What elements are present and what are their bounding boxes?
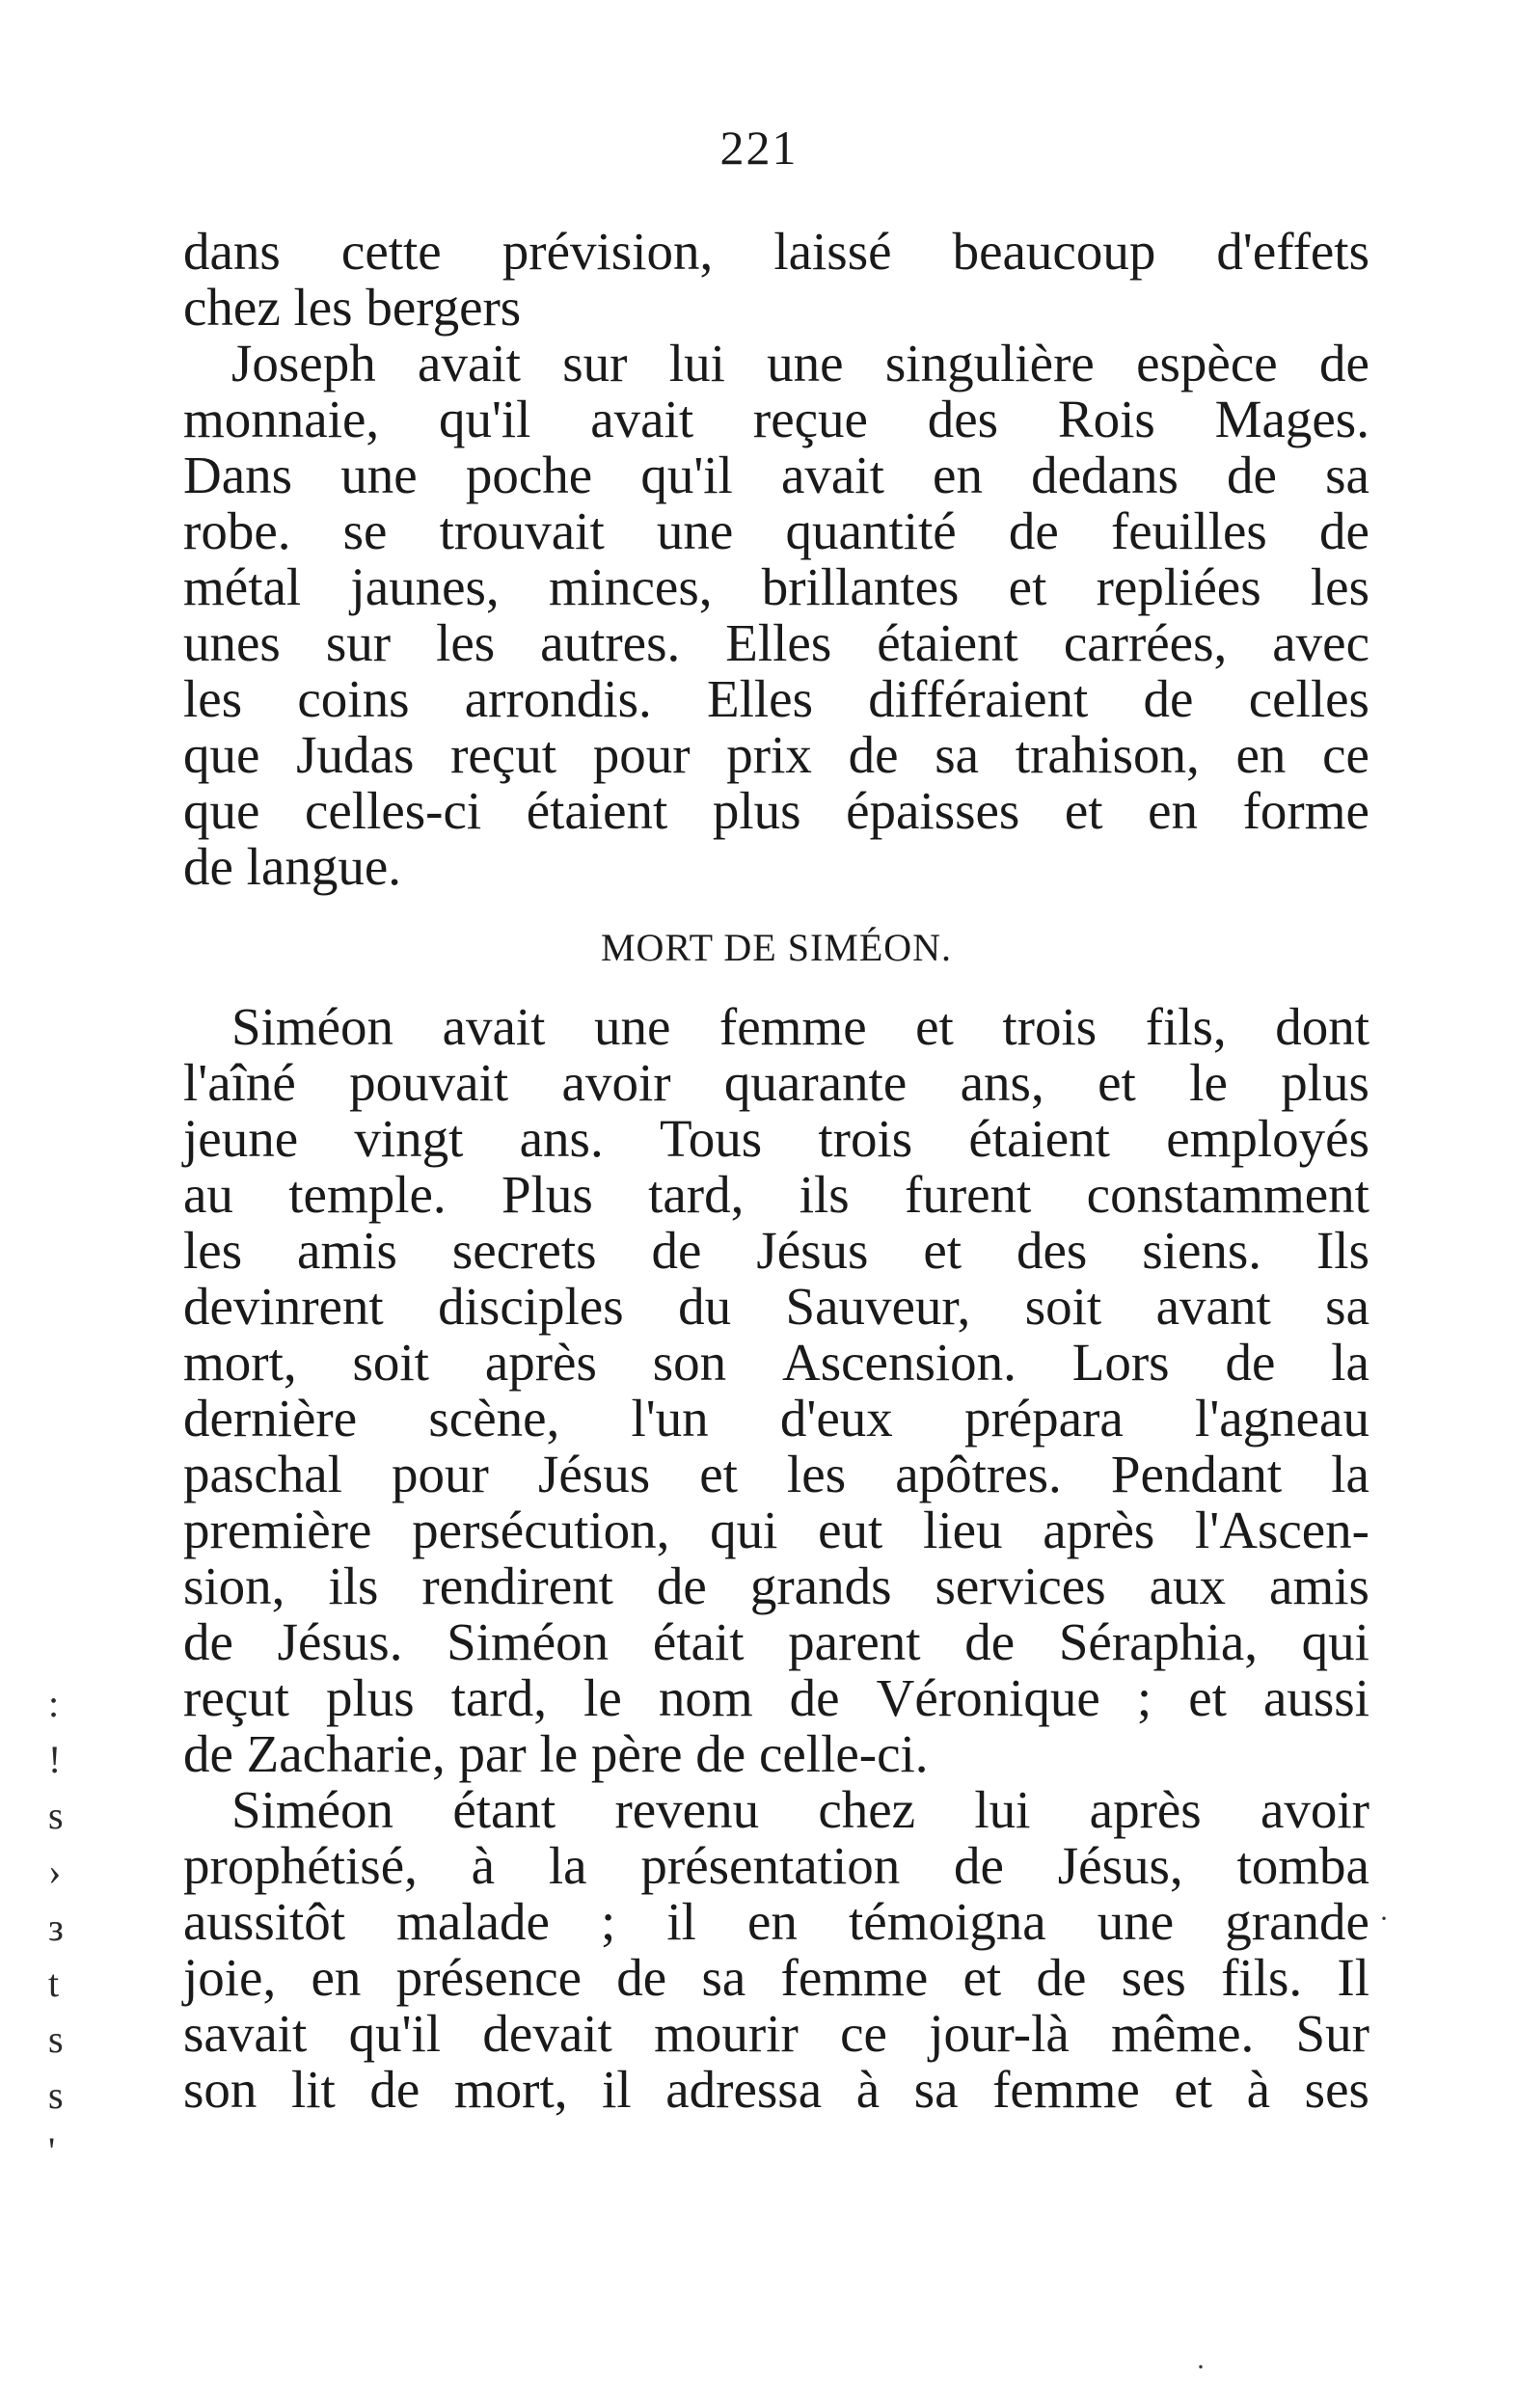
text-line: l'aîné pouvait avoir quarante ans, et le plus (183, 1053, 1369, 1112)
text-line: Dans une poche qu'il avait en dedans de sa (183, 446, 1369, 504)
text-line: les coins arrondis. Elles différaient de celles (183, 669, 1369, 728)
page-number: 221 (719, 121, 799, 175)
bleed-through-gutter (48, 1676, 77, 2179)
text-line: de Zacharie, par le père de celle-ci. (183, 1724, 929, 1783)
section-heading: MORT DE SIMÉON. (600, 926, 953, 969)
text-line: paschal pour Jésus et les apôtres. Pendant la (183, 1445, 1369, 1503)
text-line: Siméon étant revenu chez lui après avoir (231, 1780, 1369, 1839)
text-line: jeune vingt ans. Tous trois étaient employés (183, 1109, 1369, 1168)
text-line: au temple. Plus tard, ils furent constamment (183, 1165, 1369, 1224)
text-line: que Judas reçut pour prix de sa trahison, en ce (183, 725, 1369, 784)
gutter-mark: з (48, 1906, 64, 1949)
gutter-mark: ' (48, 2129, 56, 2173)
text-line: dernière scène, l'un d'eux prépara l'agneau (183, 1389, 1369, 1448)
gutter-mark: s (48, 2017, 64, 2061)
margin-dot: · (1379, 1903, 1389, 1935)
margin-dot: · (1196, 2351, 1206, 2383)
text-line: joie, en présence de sa femme et de ses fils. Il (183, 1948, 1369, 2007)
gutter-mark: t (48, 1962, 60, 2005)
text-line: dans cette prévision, laissé beaucoup d'effets (183, 222, 1369, 281)
text-line: de Jésus. Siméon était parent de Séraphia, qui (183, 1612, 1369, 1671)
text-line: unes sur les autres. Elles étaient carrées, avec (183, 613, 1369, 672)
text-line: aussitôt malade ; il en témoigna une grande (183, 1892, 1369, 1951)
text-line: prophétisé, à la présentation de Jésus, tomba (183, 1836, 1369, 1895)
text-line: de langue. (183, 837, 402, 896)
gutter-mark: : (48, 1682, 60, 1725)
text-line: savait qu'il devait mourir ce jour-là même. Sur (183, 2004, 1369, 2063)
gutter-mark: s (48, 2073, 64, 2117)
text-line: Siméon avait une femme et trois fils, dont (231, 997, 1369, 1056)
text-line: première persécution, qui eut lieu après l'Ascen- (183, 1501, 1369, 1559)
page-body (183, 224, 1369, 2118)
text-line: sion, ils rendirent de grands services aux amis (183, 1556, 1369, 1615)
text-line: robe. se trouvait une quantité de feuilles de (183, 501, 1369, 560)
text-line: devinrent disciples du Sauveur, soit avant sa (183, 1277, 1369, 1336)
text-line: monnaie, qu'il avait reçue des Rois Mages. (183, 390, 1369, 448)
text-line: chez les bergers (183, 278, 522, 337)
gutter-mark: › (48, 1850, 62, 1893)
text-line: reçut plus tard, le nom de Véronique ; et aussi (183, 1668, 1369, 1727)
text-line: que celles-ci étaient plus épaisses et en forme (183, 781, 1369, 840)
text-line: les amis secrets de Jésus et des siens. Ils (183, 1221, 1369, 1280)
text-line: mort, soit après son Ascension. Lors de la (183, 1333, 1369, 1392)
gutter-mark: s (48, 1794, 64, 1837)
text-line: métal jaunes, minces, brillantes et repliées les (183, 557, 1369, 616)
text-line: son lit de mort, il adressa à sa femme et à ses (183, 2060, 1369, 2119)
gutter-mark: ! (48, 1738, 62, 1781)
text-line: Joseph avait sur lui une singulière espèce de (231, 334, 1369, 392)
